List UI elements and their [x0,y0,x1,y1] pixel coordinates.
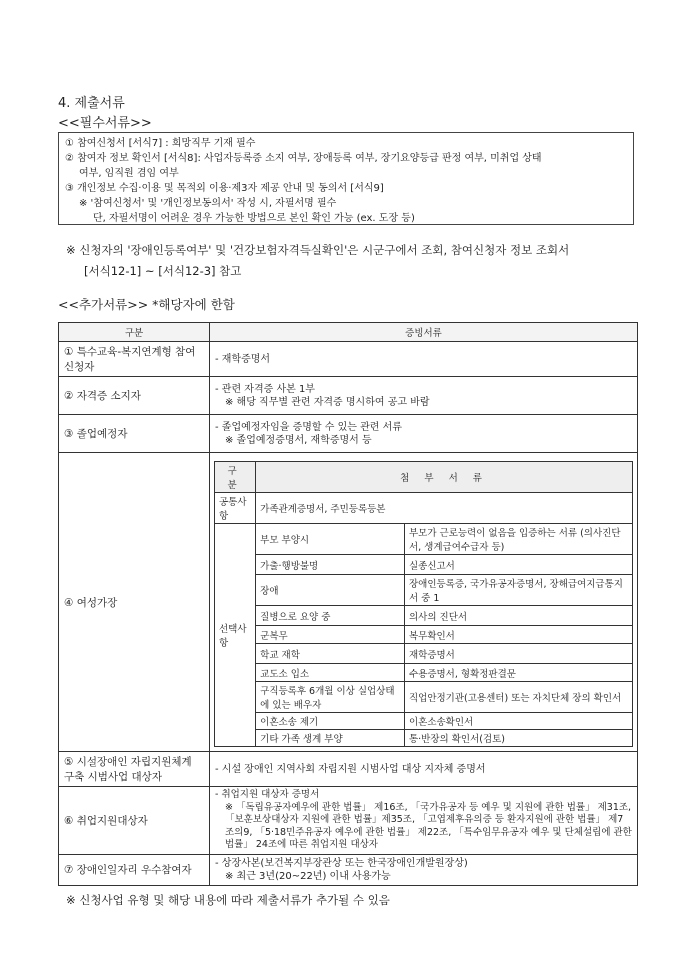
section-heading: 4. 제출서류 [58,96,125,111]
additional-docs-title: <<추가서류>> *해당자에 한함 [58,297,235,312]
inner-header: 첨 부 서 류 [256,462,633,493]
doc-line: ※ 해당 직무별 관련 자격증 명시하여 공고 바람 [225,396,430,408]
additional-docs-table [58,322,638,886]
category-cell: ③ 졸업예정자 [59,415,210,453]
item-value: 복무확인서 [404,626,632,644]
docs-cell: - 시설 장애인 지역사회 자립지원 시범사업 대상 지자체 증명서 [210,752,638,787]
col-header: 구분 [59,323,210,342]
doc-line: - 관련 자격증 사본 1부 [215,383,315,395]
required-docs-box [58,132,634,225]
doc-line: - 상장사본(보건복지부장관상 또는 한국장애인개발원장상) [215,857,468,869]
note-line: ※ 신청자의 '장애인등록여부' 및 '건강보험자격득실확인'은 시군구에서 조회, 참여신청자 정보 조회서 [66,243,570,257]
category-cell: ⑤ 시설장애인 자립지원체계 구축 시범사업 대상자 [59,752,210,787]
item-key: 부모 부양시 [256,524,405,555]
category-cell: ④ 여성가장 [59,453,210,752]
docs-cell [210,415,638,453]
col-header: 증빙서류 [210,323,638,342]
required-line: ② 참여자 정보 확인서 [서식8]: 사업자등록증 소지 여부, 장애등록 여부, 장기요양등급 판정 여부, 미취업 상태 [65,153,542,164]
docs-cell: - 재학증명서 [210,342,638,377]
required-line: 단, 자필서명이 어려운 경우 가능한 방법으로 본인 확인 가능 (ex. 도장 등) [93,213,415,224]
required-line: ① 참여신청서 [서식7] : 희망직무 기재 필수 [65,138,256,149]
footer-note: ※ 신청사업 유형 및 해당 내용에 따라 제출서류가 추가될 수 있음 [66,893,390,907]
common-docs: 가족관계증명서, 주민등록등본 [256,493,633,524]
item-value: 부모가 근로능력이 없음을 입증하는 서류 (의사진단서, 생계급여수급자 등) [404,524,632,555]
select-label: 선택사항 [215,524,256,747]
item-key: 학교 재학 [256,644,405,664]
item-value: 직업안정기관(고용센터) 또는 자치단체 장의 확인서 [404,682,632,713]
inner-header: 구 분 [215,462,256,493]
item-value: 이혼소송확인서 [404,713,632,730]
info-note [66,240,646,282]
item-key: 가출·행방불명 [256,555,405,575]
item-key: 교도소 입소 [256,664,405,682]
women-docs-cell [210,453,638,752]
docs-cell [210,854,638,885]
women-inner-table [214,461,633,747]
item-value: 수용증명서, 형확정판결문 [404,664,632,682]
required-line: ※ '참여신청서' 및 '개인정보동의서' 작성 시, 자필서명 필수 [79,198,337,209]
item-value: 재학증명서 [404,644,632,664]
category-cell: ① 특수교육-복지연계형 참여 신청자 [59,342,210,377]
item-key: 질병으로 요양 중 [256,606,405,626]
doc-line: ※ 최근 3년(20~22년) 이내 사용가능 [225,870,391,882]
item-value: 실종신고서 [404,555,632,575]
doc-line: - 취업지원 대상자 증명서 [215,789,320,800]
doc-line: - 졸업예정자임을 증명할 수 있는 관련 서류 [215,421,402,433]
docs-cell [210,377,638,415]
item-key: 이혼소송 제기 [256,713,405,730]
category-cell: ② 자격증 소지자 [59,377,210,415]
item-key: 군복무 [256,626,405,644]
item-key: 장애 [256,575,405,606]
item-value: 장애인등록증, 국가유공자증명서, 장해급여지급통지서 중 1 [404,575,632,606]
docs-cell [210,787,638,855]
item-value: 의사의 진단서 [404,606,632,626]
required-line: ③ 개인정보 수집·이용 및 목적외 이용·제3자 제공 안내 및 동의서 [서식9] [65,183,384,194]
note-line: [서식12-1] ~ [서식12-3] 참고 [84,264,242,278]
common-label: 공통사항 [215,493,256,524]
required-line: 여부, 임직원 겸임 여부 [79,168,179,179]
doc-line: ※ 졸업예정증명서, 재학증명서 등 [225,434,372,446]
item-key: 구직등록후 6개월 이상 실업상태에 있는 배우자 [256,682,405,713]
required-docs-title: <<필수서류>> [58,116,152,131]
item-value: 통·반장의 확인서(검토) [404,730,632,747]
doc-line: ※ 「독립유공자예우에 관한 법률」 제16조, 「국가유공자 등 예우 및 지원에 관한 법률」 제31조, 「보훈보상대상자 지원에 관한 법률」제35조, 「고엽제후유의증 등 환자지원에 관한 법률」 제7조의9, 「5·18민주유공자 예우에 관한 법률」 제22조, 「특수임무유공자 예우 및 단체설립에 관한 법률」 24조에 따른 취업지원 대상자 [225,801,632,850]
item-key: 기타 가족 생계 부양 [256,730,405,747]
category-cell: ⑦ 장애인일자리 우수참여자 [59,854,210,885]
category-cell: ⑥ 취업지원대상자 [59,787,210,855]
